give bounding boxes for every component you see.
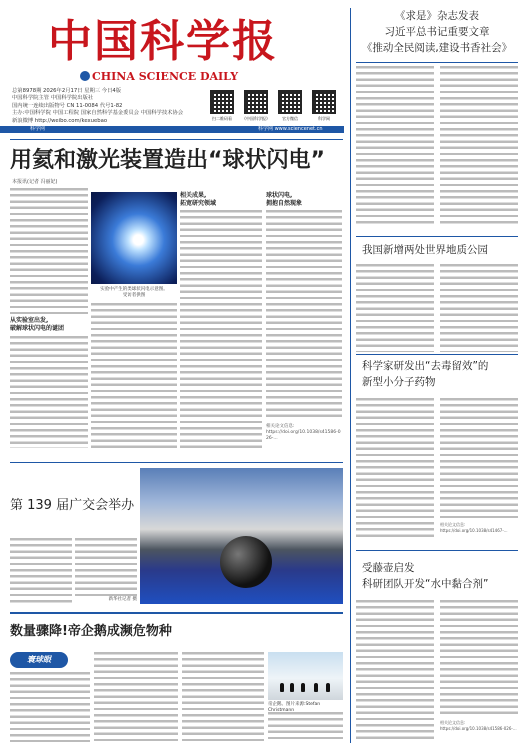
right-body-column [440,264,518,352]
lead-photo-caption: 实验中产生的类球状闪电示意图。 受访者供图 [100,287,168,298]
penguin-photo-caption: 帝企鹅。图片来源:Stefan Christmann [268,702,321,713]
penguin-body-column [10,672,90,742]
adhesive-doi[interactable]: 相关论文信息: https://doi.org/10.1038/s41586-026-... [440,720,517,731]
right-body-column [356,264,434,352]
drug-doi[interactable]: 相关论文信息: https://doi.org/10.1038/s41467-... [440,522,508,533]
divider [356,62,518,63]
canton-body-column [10,538,72,604]
column-separator [350,8,351,743]
canton-credit: 新华社记者 摄 [108,597,137,602]
right-top-title[interactable]: 《求是》杂志发表 [395,10,479,22]
right-top-title[interactable]: 《推动全民阅读,建设书香社会》 [361,42,513,54]
right-body-column [356,66,434,226]
bar-right-link[interactable]: 科学网 www.sciencenet.cn [258,126,323,132]
divider [356,550,518,551]
lead-body-column [10,188,88,314]
penguin-figure [314,683,318,692]
qr-code-icon[interactable] [244,90,268,114]
divider [10,139,343,140]
qr-code-icon[interactable] [210,90,234,114]
newspaper-logo-icon [80,71,90,81]
qr-caption: 科学网 [318,116,330,121]
right-body-column [356,600,434,742]
penguin-figure [301,683,305,692]
qr-caption: 扫二维码看 [212,116,232,121]
penguin-headline[interactable]: 数量骤降!帝企鹅成濒危物种 [10,624,172,639]
adhesive-headline[interactable]: 受藤壶启发 [362,562,415,574]
qr-caption: 《中国科学报》 [242,116,270,121]
divider [356,236,518,237]
penguin-body-column [182,652,264,742]
masthead-bar [0,126,344,133]
penguin-body-column [94,652,178,742]
lead-byline: 本报讯(记者 冯丽妃) [12,179,58,185]
right-body-column [440,398,518,518]
divider [10,462,343,463]
lead-body-column [180,210,262,448]
geopark-headline[interactable]: 我国新增两处世界地质公园 [362,244,488,256]
right-body-column [440,600,518,716]
divider [356,354,518,355]
qr-caption: 官方微信 [282,116,298,121]
adhesive-headline[interactable]: 科研团队开发“水中黏合剂” [362,578,489,590]
drug-headline[interactable]: 科学家研发出“去毒留效”的 [362,360,489,372]
canton-body-column [75,538,137,596]
right-body-column [356,398,434,538]
lead-body-column [91,303,177,448]
emperor-penguin-photo [268,652,343,700]
penguin-figure [326,683,330,692]
ball-lightning-photo [91,192,177,284]
meta-line: 中国科学院主管 中国科学院出版社 [12,95,94,102]
bar-left-label[interactable]: 科学网 [30,126,46,132]
canton-fair-photo [140,468,343,604]
divider [10,612,343,614]
lead-body-column [10,336,88,448]
penguin-body-column [268,712,343,742]
black-sphere-exhibit [220,536,272,588]
right-top-title[interactable]: 习近平总书记重要文章 [384,26,490,38]
canton-fair-title[interactable]: 第 139 届广交会举办 [10,498,135,513]
meta-line: 总第8978期 2026年2月17日 星期三 今日4版 [12,88,122,94]
qr-code-icon[interactable] [278,90,302,114]
lead-subhead: 球状闪电, 拥抱自然现象 [266,192,303,207]
lead-body-column [266,210,342,420]
lead-subhead: 相关成果, 拓宽研究领域 [180,192,217,207]
right-body-column [440,66,518,226]
qr-code-icon[interactable] [312,90,336,114]
lead-subhead: 从实验室出发, 破解球状闪电的谜团 [10,317,65,332]
lead-headline[interactable]: 用氦和激光装置造出“球状闪电” [10,148,325,173]
penguin-figure [290,683,294,692]
masthead-meta [12,88,207,125]
meta-line: 主办:中国科学院 中国工程院 国家自然科学基金委员会 中国科学技术协会 [12,110,184,117]
lead-doi[interactable]: 相关论文信息: https://doi.org/10.1038/s41586-026-... [266,424,341,441]
masthead-title: 中国科学报 [48,16,278,67]
meta-line[interactable]: 新浪微博 http://weibo.com/kexuebao [12,117,108,124]
qr-code-group [210,90,340,124]
masthead-english-title: CHINA SCIENCE DAILY [92,70,239,83]
penguin-figure [280,683,284,692]
meta-line: 国内统一连续出版物号 CN 11-0084 代号1-82 [12,102,123,109]
drug-headline[interactable]: 新型小分子药物 [362,376,436,388]
world-column-badge: 寰球眼 [10,652,68,668]
